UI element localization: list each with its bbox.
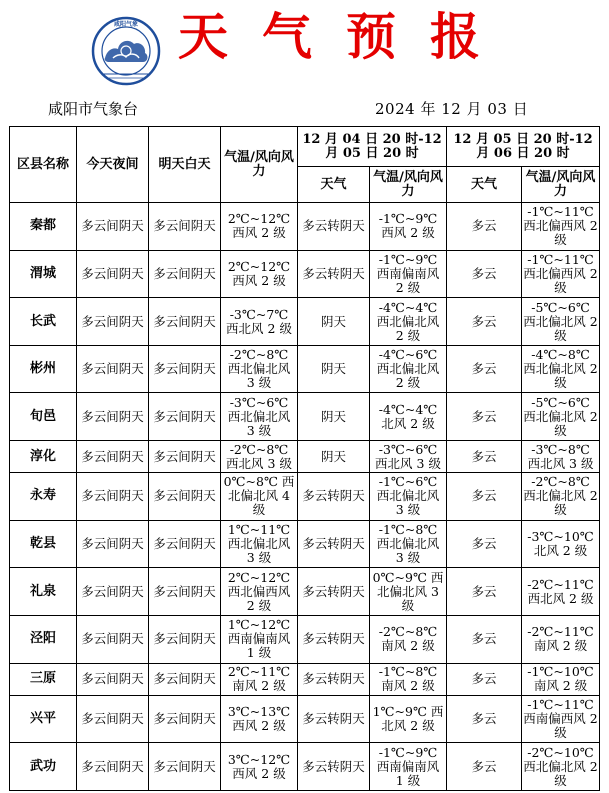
tomorrow-day-weather: 多云间阴天 — [149, 473, 221, 521]
county-name: 泾阳 — [10, 615, 77, 663]
period1-weather: 阴天 — [298, 393, 370, 441]
logo-text: 咸阳气象 — [113, 21, 139, 28]
table-row — [10, 345, 600, 393]
tonight-weather: 多云间阴天 — [77, 250, 149, 298]
table-row — [10, 393, 600, 441]
tomorrow-day-weather: 多云间阴天 — [149, 743, 221, 791]
temp-wind: 2℃~12℃ 西风 2 级 — [221, 250, 298, 298]
tomorrow-day-weather: 多云间阴天 — [149, 203, 221, 251]
period2-temp-wind: -1℃~11℃ 西北偏西风 2 级 — [522, 250, 600, 298]
table-row — [10, 473, 600, 521]
period1-weather: 多云转阴天 — [298, 695, 370, 743]
period2-weather: 多云 — [447, 663, 522, 695]
period2-weather: 多云 — [447, 203, 522, 251]
period2-temp-wind: -2℃~10℃ 西北偏北风 2 级 — [522, 743, 600, 791]
header-weather-2: 天气 — [447, 167, 522, 203]
tonight-weather: 多云间阴天 — [77, 393, 149, 441]
tomorrow-day-weather: 多云间阴天 — [149, 393, 221, 441]
header-temp-wind: 气温/风向风力 — [221, 127, 298, 203]
period1-temp-wind: -1℃~9℃ 西南偏南风 2 级 — [370, 250, 447, 298]
county-name: 三原 — [10, 663, 77, 695]
period1-temp-wind: -1℃~6℃ 西北偏北风 3 级 — [370, 473, 447, 521]
period1-temp-wind: -1℃~8℃ 西北偏北风 3 级 — [370, 520, 447, 568]
period1-temp-wind: -1℃~9℃ 西风 2 级 — [370, 203, 447, 251]
county-name: 永寿 — [10, 473, 77, 521]
tonight-weather: 多云间阴天 — [77, 345, 149, 393]
temp-wind: -3℃~6℃ 西北偏北风 3 级 — [221, 393, 298, 441]
county-name: 武功 — [10, 743, 77, 791]
tonight-weather: 多云间阴天 — [77, 441, 149, 473]
period1-temp-wind: 0℃~9℃ 西北偏北风 3 级 — [370, 568, 447, 616]
temp-wind: 3℃~12℃ 西风 2 级 — [221, 743, 298, 791]
table-row — [10, 441, 600, 473]
period2-weather: 多云 — [447, 568, 522, 616]
header-period-2: 12 月 05 日 20 时-12 月 06 日 20 时 — [447, 127, 600, 167]
period1-temp-wind: -1℃~9℃ 西南偏南风 1 级 — [370, 743, 447, 791]
page-title: 天气预报 — [178, 7, 514, 66]
period2-temp-wind: -4℃~8℃ 西北偏北风 2 级 — [522, 345, 600, 393]
tomorrow-day-weather: 多云间阴天 — [149, 568, 221, 616]
county-name: 秦都 — [10, 203, 77, 251]
temp-wind: 0℃~8℃ 西北偏北风 4 级 — [221, 473, 298, 521]
period2-weather: 多云 — [447, 615, 522, 663]
tonight-weather: 多云间阴天 — [77, 743, 149, 791]
period1-weather: 多云转阴天 — [298, 743, 370, 791]
tonight-weather: 多云间阴天 — [77, 615, 149, 663]
period1-temp-wind: -4℃~4℃ 北风 2 级 — [370, 393, 447, 441]
temp-wind: 1℃~12℃ 西南偏南风 1 级 — [221, 615, 298, 663]
temp-wind: 1℃~11℃ 西北偏北风 3 级 — [221, 520, 298, 568]
tonight-weather: 多云间阴天 — [77, 203, 149, 251]
tonight-weather: 多云间阴天 — [77, 663, 149, 695]
period1-weather: 阴天 — [298, 298, 370, 346]
tomorrow-day-weather: 多云间阴天 — [149, 695, 221, 743]
period2-temp-wind: -2℃~11℃ 西北风 2 级 — [522, 568, 600, 616]
period1-weather: 多云转阴天 — [298, 203, 370, 251]
issue-date: 2024 年 12 月 03 日 — [375, 100, 529, 118]
org-name: 咸阳市气象台 — [48, 100, 139, 118]
tomorrow-day-weather: 多云间阴天 — [149, 663, 221, 695]
table-row — [10, 695, 600, 743]
county-name: 渭城 — [10, 250, 77, 298]
period1-weather: 多云转阴天 — [298, 473, 370, 521]
tomorrow-day-weather: 多云间阴天 — [149, 250, 221, 298]
tomorrow-day-weather: 多云间阴天 — [149, 441, 221, 473]
tomorrow-day-weather: 多云间阴天 — [149, 615, 221, 663]
period2-weather: 多云 — [447, 473, 522, 521]
temp-wind: 2℃~12℃ 西风 2 级 — [221, 203, 298, 251]
table-row — [10, 663, 600, 695]
header-period-1: 12 月 04 日 20 时-12 月 05 日 20 时 — [298, 127, 447, 167]
period1-weather: 多云转阴天 — [298, 663, 370, 695]
period2-weather: 多云 — [447, 695, 522, 743]
tomorrow-day-weather: 多云间阴天 — [149, 298, 221, 346]
temp-wind: 2℃~12℃ 西北偏西风 2 级 — [221, 568, 298, 616]
header-temp-wind-2: 气温/风向风力 — [522, 167, 600, 203]
forecast-table — [9, 126, 600, 791]
county-name: 彬州 — [10, 345, 77, 393]
period2-weather: 多云 — [447, 743, 522, 791]
table-row — [10, 743, 600, 791]
period1-temp-wind: -1℃~8℃ 南风 2 级 — [370, 663, 447, 695]
tonight-weather: 多云间阴天 — [77, 520, 149, 568]
period1-temp-wind: 1℃~9℃ 西北风 2 级 — [370, 695, 447, 743]
temp-wind: -2℃~8℃ 西北偏北风 3 级 — [221, 345, 298, 393]
period2-weather: 多云 — [447, 250, 522, 298]
period1-weather: 多云转阴天 — [298, 615, 370, 663]
tonight-weather: 多云间阴天 — [77, 695, 149, 743]
county-name: 礼泉 — [10, 568, 77, 616]
tomorrow-day-weather: 多云间阴天 — [149, 345, 221, 393]
period2-temp-wind: -2℃~11℃ 南风 2 级 — [522, 615, 600, 663]
header-county: 区县名称 — [10, 127, 77, 203]
meteorological-logo — [91, 16, 161, 86]
header-temp-wind-1: 气温/风向风力 — [370, 167, 447, 203]
header-weather-1: 天气 — [298, 167, 370, 203]
table-row — [10, 298, 600, 346]
period2-weather: 多云 — [447, 393, 522, 441]
period2-temp-wind: -5℃~6℃ 西北偏北风 2 级 — [522, 393, 600, 441]
period1-weather: 阴天 — [298, 441, 370, 473]
tonight-weather: 多云间阴天 — [77, 473, 149, 521]
period2-temp-wind: -1℃~10℃ 南风 2 级 — [522, 663, 600, 695]
period1-weather: 多云转阴天 — [298, 250, 370, 298]
temp-wind: 3℃~13℃ 西风 2 级 — [221, 695, 298, 743]
period2-temp-wind: -3℃~10℃ 北风 2 级 — [522, 520, 600, 568]
county-name: 乾县 — [10, 520, 77, 568]
county-name: 兴平 — [10, 695, 77, 743]
county-name: 旬邑 — [10, 393, 77, 441]
period2-weather: 多云 — [447, 520, 522, 568]
period1-temp-wind: -2℃~8℃ 南风 2 级 — [370, 615, 447, 663]
table-row — [10, 615, 600, 663]
temp-wind: -3℃~7℃ 西北风 2 级 — [221, 298, 298, 346]
tonight-weather: 多云间阴天 — [77, 568, 149, 616]
period2-temp-wind: -2℃~8℃ 西北偏北风 2 级 — [522, 473, 600, 521]
period1-weather: 多云转阴天 — [298, 568, 370, 616]
period1-temp-wind: -4℃~4℃ 西北偏北风 2 级 — [370, 298, 447, 346]
tomorrow-day-weather: 多云间阴天 — [149, 520, 221, 568]
tonight-weather: 多云间阴天 — [77, 298, 149, 346]
period1-temp-wind: -4℃~6℃ 西北偏北风 2 级 — [370, 345, 447, 393]
county-name: 长武 — [10, 298, 77, 346]
header-tomorrow-day: 明天白天 — [149, 127, 221, 203]
period2-weather: 多云 — [447, 441, 522, 473]
table-row — [10, 203, 600, 251]
period1-weather: 多云转阴天 — [298, 520, 370, 568]
temp-wind: 2℃~11℃ 南风 2 级 — [221, 663, 298, 695]
period2-weather: 多云 — [447, 345, 522, 393]
period1-temp-wind: -3℃~6℃ 西北风 3 级 — [370, 441, 447, 473]
period2-weather: 多云 — [447, 298, 522, 346]
county-name: 淳化 — [10, 441, 77, 473]
period2-temp-wind: -1℃~11℃ 西南偏西风 2 级 — [522, 695, 600, 743]
temp-wind: -2℃~8℃ 西北风 3 级 — [221, 441, 298, 473]
period2-temp-wind: -3℃~8℃ 西北风 3 级 — [522, 441, 600, 473]
header-tonight: 今天夜间 — [77, 127, 149, 203]
period2-temp-wind: -1℃~11℃ 西北偏西风 2 级 — [522, 203, 600, 251]
table-row — [10, 250, 600, 298]
period2-temp-wind: -5℃~6℃ 西北偏北风 2 级 — [522, 298, 600, 346]
table-row — [10, 520, 600, 568]
table-row — [10, 568, 600, 616]
period1-weather: 阴天 — [298, 345, 370, 393]
